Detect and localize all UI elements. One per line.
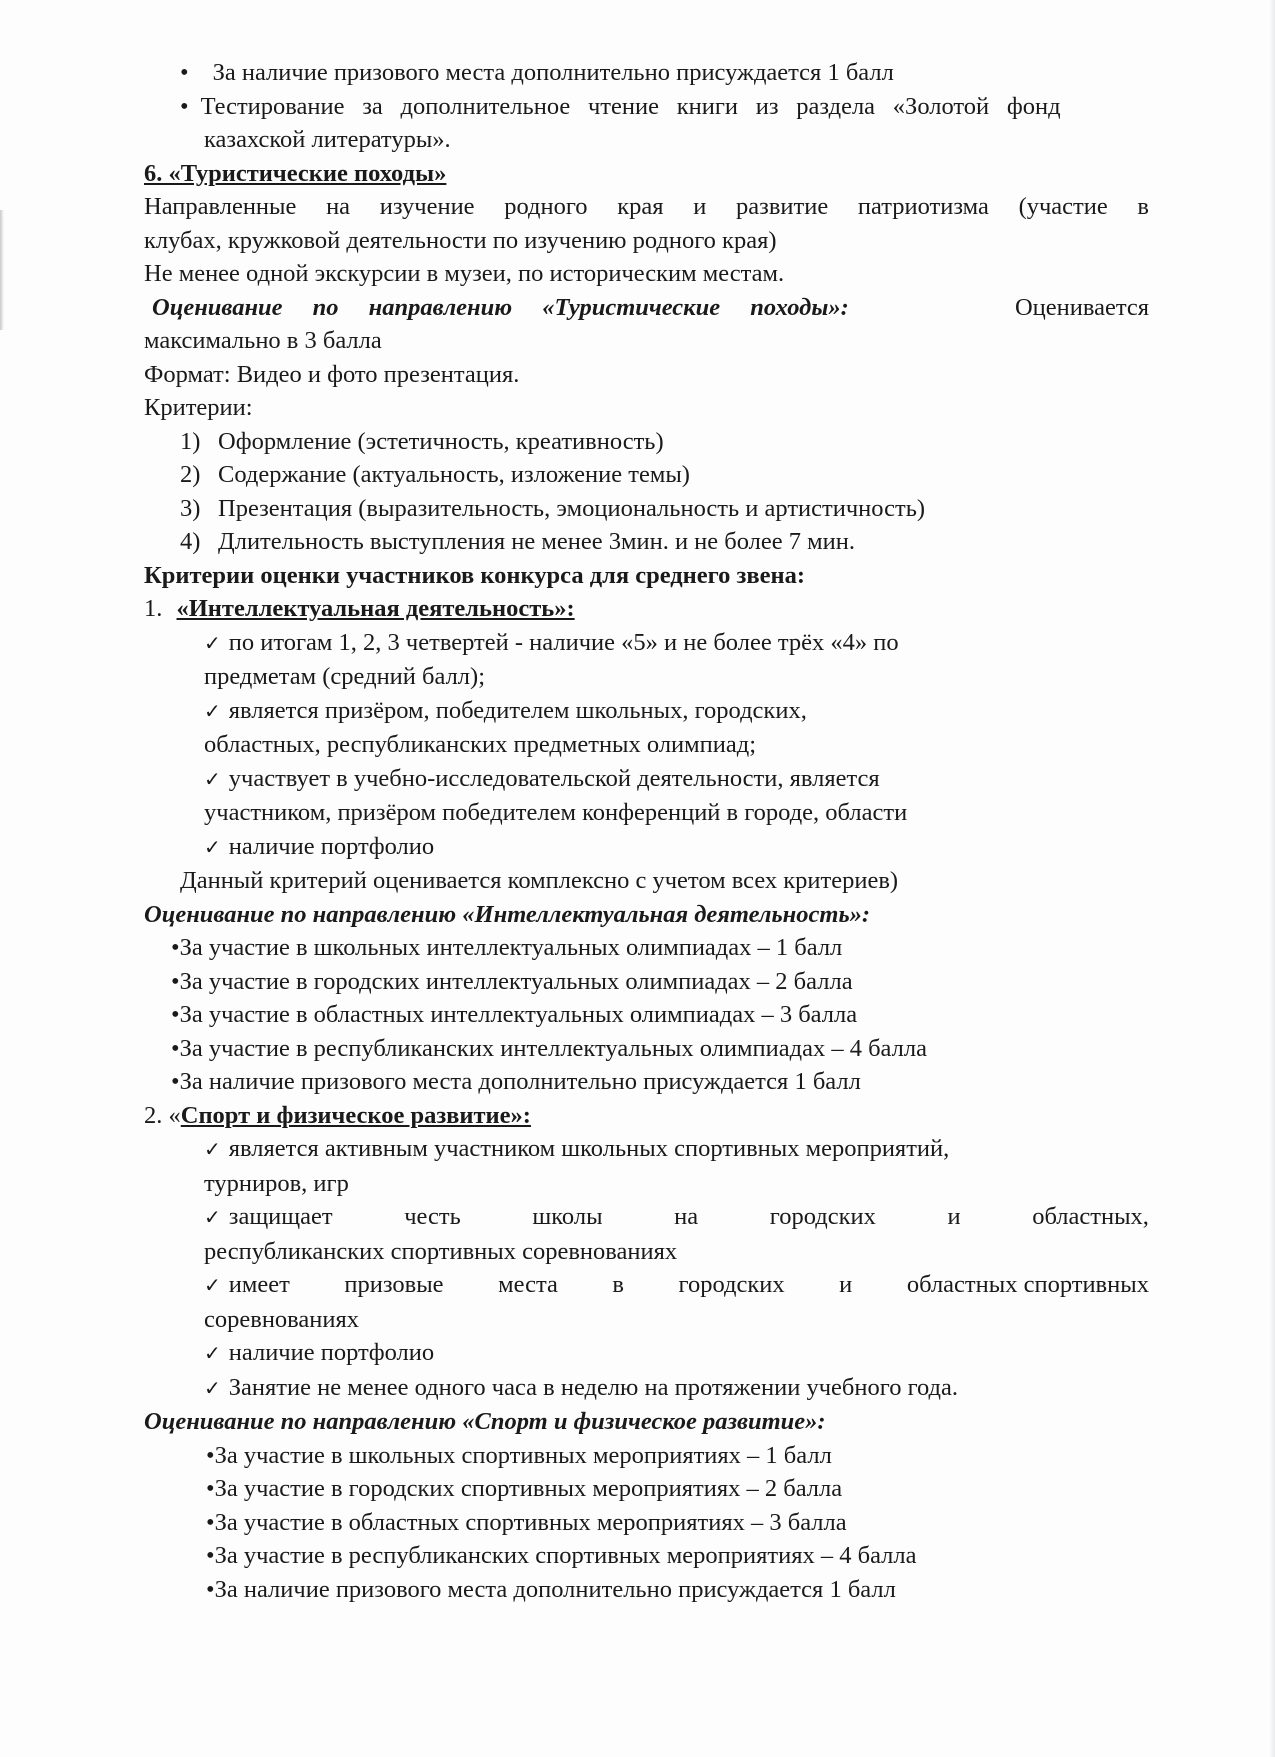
format-line: Формат: Видео и фото презентация.	[144, 360, 520, 388]
evaluation-label: Оценивание по направлению «Туристические походы»:	[152, 293, 849, 321]
paragraph: максимально в 3 балла	[144, 327, 382, 354]
check-icon: ✓	[204, 698, 221, 723]
check-item: ✓ по итогам 1, 2, 3 четвертей - наличие «5» и не более трёх «4» по	[204, 628, 899, 656]
point-item: •За наличие призового места дополнительно присуждается 1 балл	[206, 1575, 896, 1603]
numbered-item: 2) Содержание (актуальность, изложение темы)	[180, 461, 690, 488]
paragraph: Направленные на изучение родного края и развитие патриотизма (участие в	[144, 193, 1149, 220]
check-icon: ✓	[204, 1205, 221, 1229]
page-edge	[1269, 0, 1275, 1757]
point-item: •За участие в республиканских спортивных мероприятиях – 4 балла	[206, 1542, 917, 1569]
list-item-continuation: казахской литературы».	[204, 126, 451, 153]
point-item: •За участие в областных спортивных мероприятиях – 3 балла	[206, 1508, 847, 1536]
bullet-glyph: •	[180, 92, 189, 120]
check-item: ✓ наличие портфолио	[204, 832, 435, 860]
check-item-continuation: турниров, игр	[204, 1169, 349, 1197]
check-item: ✓ участвует в учебно-исследовательской деятельности, является	[204, 764, 880, 792]
paragraph: Не менее одной экскурсии в музеи, по историческим местам.	[144, 260, 785, 287]
check-item-continuation: соревнованиях	[204, 1305, 360, 1333]
subsection-heading: 2. «Спорт и физическое развитие»:	[144, 1101, 531, 1129]
numbered-item: 3) Презентация (выразительность, эмоциональность и артистичность)	[180, 494, 926, 522]
document-body	[144, 56, 1149, 1606]
list-item: • За наличие призового места дополнительно присуждается 1 балл	[180, 59, 894, 86]
check-item-continuation: областных, республиканских предметных олимпиад;	[204, 731, 757, 758]
check-icon: ✓	[204, 834, 221, 859]
paragraph: клубах, кружковой деятельности по изучению родного края)	[144, 226, 777, 254]
point-item: •За участие в республиканских интеллектуальных олимпиадах – 4 балла	[171, 1034, 927, 1062]
point-item: •За участие в областных интеллектуальных олимпиадах – 3 балла	[171, 1001, 858, 1028]
check-item: ✓ имеет призовые места в городских и областных спортивных	[204, 1271, 1149, 1298]
check-icon: ✓	[204, 630, 221, 655]
check-item: ✓ наличие портфолио	[204, 1339, 435, 1366]
section-heading: Критерии оценки участников конкурса для среднего звена:	[144, 561, 806, 589]
point-item: •За участие в городских спортивных мероприятиях – 2 балла	[206, 1475, 843, 1502]
check-item: ✓ является призёром, победителем школьных, городских,	[204, 696, 807, 724]
criteria-label: Критерии:	[144, 394, 253, 421]
check-icon: ✓	[204, 1375, 221, 1400]
check-icon: ✓	[204, 1341, 221, 1365]
check-item: ✓ Занятие не менее одного часа в неделю на протяжении учебного года.	[204, 1373, 959, 1401]
list-item: • Тестирование за дополнительное чтение книги из раздела «Золотой фонд	[180, 90, 1149, 124]
check-icon: ✓	[204, 1273, 221, 1297]
numbered-item: 4) Длительность выступления не менее 3мин. и не более 7 мин.	[180, 528, 856, 555]
bullet-glyph: •	[180, 59, 189, 86]
numbered-item: 1) Оформление (эстетичность, креативность)	[180, 427, 664, 455]
evaluation-label: Оценивание по направлению «Интеллектуальная деятельность»:	[144, 900, 871, 928]
check-item: ✓ является активным участником школьных спортивных мероприятий,	[204, 1135, 950, 1162]
evaluation-line: Оценивание по направлению «Туристические походы»: Оценивается	[144, 291, 1149, 325]
check-item-continuation: республиканских спортивных соревнованиях	[204, 1237, 678, 1265]
point-item: •За участие в школьных спортивных мероприятиях – 1 балл	[206, 1441, 832, 1469]
point-item: •За участие в школьных интеллектуальных олимпиадах – 1 балл	[171, 934, 843, 961]
check-icon: ✓	[204, 766, 221, 791]
check-item-continuation: участником, призёром победителем конференций в городе, области	[204, 799, 908, 826]
section-heading: 6. «Туристические походы»	[144, 159, 447, 187]
scan-mark	[0, 210, 4, 330]
check-icon: ✓	[204, 1137, 221, 1161]
check-item-continuation: предметам (средний балл);	[204, 663, 485, 690]
check-item: ✓ защищает честь школы на городских и областных,	[204, 1203, 1149, 1230]
evaluation-label: Оценивание по направлению «Спорт и физическое развитие»:	[144, 1408, 826, 1435]
point-item: •За участие в городских интеллектуальных олимпиадах – 2 балла	[171, 967, 853, 995]
point-item: •За наличие призового места дополнительно присуждается 1 балл	[171, 1068, 861, 1095]
subsection-heading: 1. «Интеллектуальная деятельность»:	[144, 595, 575, 622]
note: Данный критерий оценивается комплексно с учетом всех критериев)	[180, 867, 899, 894]
